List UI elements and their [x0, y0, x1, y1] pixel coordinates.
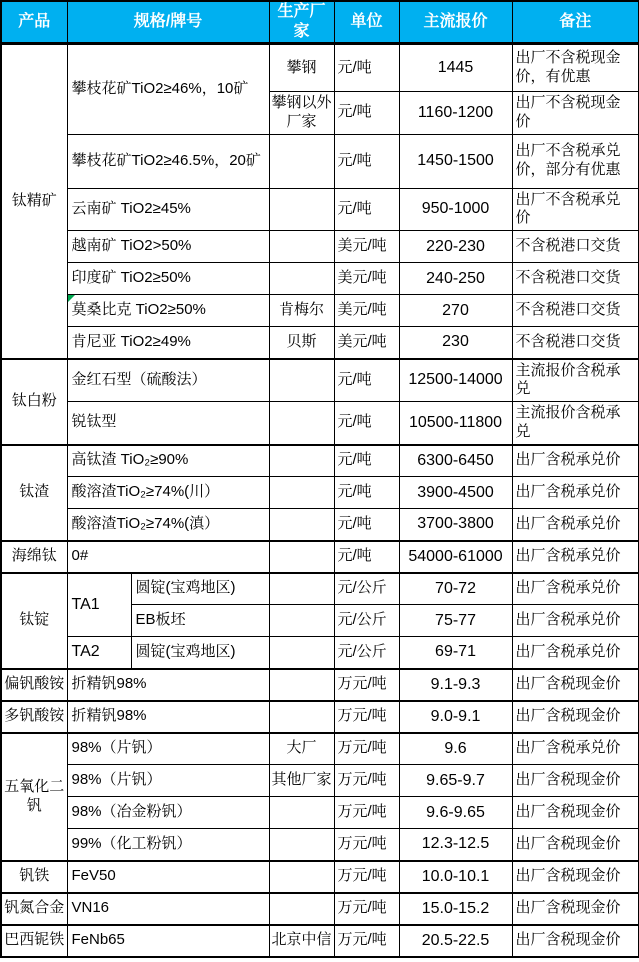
col-header-product: 产品 [1, 1, 67, 44]
manufacturer-cell [269, 605, 334, 637]
manufacturer-cell: 肯梅尔 [269, 295, 334, 327]
price-cell: 9.0-9.1 [399, 701, 512, 733]
unit-cell: 美元/吨 [334, 295, 399, 327]
spec-cell: 98%（片钒） [67, 733, 269, 765]
spec-cell: 肯尼亚 TiO2≥49% [67, 327, 269, 359]
unit-cell: 元/吨 [334, 509, 399, 541]
table-row [1, 637, 639, 669]
table-row [1, 893, 639, 925]
unit-cell: 美元/吨 [334, 327, 399, 359]
price-cell: 950-1000 [399, 188, 512, 231]
table-row [1, 797, 639, 829]
price-cell: 70-72 [399, 573, 512, 605]
unit-cell: 元/公斤 [334, 573, 399, 605]
note-cell: 出厂含税现金价 [512, 861, 639, 893]
manufacturer-cell [269, 402, 334, 445]
price-cell: 3700-3800 [399, 509, 512, 541]
product-cell-titanium-ingot: 钛锭 [1, 573, 67, 669]
note-cell: 出厂含税承兑价 [512, 733, 639, 765]
unit-cell: 元/吨 [334, 477, 399, 509]
price-cell: 1445 [399, 44, 512, 92]
grade-cell: TA1 [67, 573, 131, 637]
manufacturer-cell [269, 445, 334, 477]
table-row [1, 573, 639, 605]
spec-cell: 圆锭(宝鸡地区) [131, 573, 269, 605]
spec-cell: 圆锭(宝鸡地区) [131, 637, 269, 669]
manufacturer-cell [269, 669, 334, 701]
manufacturer-cell [269, 701, 334, 733]
note-cell: 出厂含税现金价 [512, 925, 639, 957]
price-cell: 69-71 [399, 637, 512, 669]
unit-cell: 万元/吨 [334, 829, 399, 861]
spec-cell: FeNb65 [67, 925, 269, 957]
table-row [1, 509, 639, 541]
unit-cell: 元/公斤 [334, 605, 399, 637]
product-cell-vanadium-pentoxide: 五氧化二钒 [1, 733, 67, 861]
manufacturer-cell: 大厂 [269, 733, 334, 765]
unit-cell: 万元/吨 [334, 925, 399, 957]
price-cell: 9.6-9.65 [399, 797, 512, 829]
spec-text: 莫桑比克 TiO2≥50% [71, 301, 206, 319]
note-cell: 出厂含税现金价 [512, 765, 639, 797]
unit-cell: 万元/吨 [334, 893, 399, 925]
table-row [1, 134, 639, 188]
table-row [1, 295, 639, 327]
table-row [1, 263, 639, 295]
unit-cell: 元/吨 [334, 402, 399, 445]
manufacturer-cell [269, 573, 334, 605]
manufacturer-cell: 北京中信 [269, 925, 334, 957]
product-cell-vanadium-nitrogen-alloy: 钒氮合金 [1, 893, 67, 925]
table-row [1, 327, 639, 359]
note-cell: 出厂含税现金价 [512, 669, 639, 701]
price-cell: 1160-1200 [399, 92, 512, 135]
note-cell: 出厂不含税现金价，有优惠 [512, 44, 639, 92]
manufacturer-cell [269, 797, 334, 829]
spec-cell: VN16 [67, 893, 269, 925]
manufacturer-cell [269, 134, 334, 188]
unit-cell: 万元/吨 [334, 669, 399, 701]
spec-cell [67, 295, 269, 327]
manufacturer-cell [269, 263, 334, 295]
note-cell: 出厂不含税承兑价 [512, 188, 639, 231]
unit-cell: 元/吨 [334, 541, 399, 573]
manufacturer-cell [269, 861, 334, 893]
spec-cell: 云南矿 TiO2≥45% [67, 188, 269, 231]
unit-cell: 万元/吨 [334, 701, 399, 733]
table-row [1, 44, 639, 92]
table-row [1, 359, 639, 402]
unit-cell: 元/吨 [334, 92, 399, 135]
spec-cell: 98%（冶金粉钒） [67, 797, 269, 829]
note-cell: 出厂含税承兑价 [512, 509, 639, 541]
table-row [1, 541, 639, 573]
note-cell: 不含税港口交货 [512, 231, 639, 263]
table-row [1, 445, 639, 477]
manufacturer-cell [269, 359, 334, 402]
price-cell: 6300-6450 [399, 445, 512, 477]
manufacturer-cell [269, 893, 334, 925]
spec-cell: 98%（片钒） [67, 765, 269, 797]
price-cell: 1450-1500 [399, 134, 512, 188]
price-cell: 240-250 [399, 263, 512, 295]
grade-cell: TA2 [67, 637, 131, 669]
unit-cell: 万元/吨 [334, 797, 399, 829]
price-cell: 9.1-9.3 [399, 669, 512, 701]
product-cell-ammonium-metavanadate: 偏钒酸铵 [1, 669, 67, 701]
manufacturer-cell [269, 637, 334, 669]
price-cell: 220-230 [399, 231, 512, 263]
price-cell: 12.3-12.5 [399, 829, 512, 861]
price-cell: 12500-14000 [399, 359, 512, 402]
unit-cell: 元/吨 [334, 134, 399, 188]
unit-cell: 美元/吨 [334, 231, 399, 263]
manufacturer-cell [269, 231, 334, 263]
price-cell: 230 [399, 327, 512, 359]
table-row [1, 477, 639, 509]
comment-marker-icon [68, 295, 75, 302]
note-cell: 出厂含税承兑价 [512, 573, 639, 605]
manufacturer-cell [269, 188, 334, 231]
table-row [1, 701, 639, 733]
note-cell: 出厂含税承兑价 [512, 477, 639, 509]
manufacturer-cell [269, 509, 334, 541]
spec-cell: 攀枝花矿TiO2≥46.5%，20矿 [67, 134, 269, 188]
note-cell: 出厂含税承兑价 [512, 637, 639, 669]
col-header-price: 主流报价 [399, 1, 512, 44]
manufacturer-cell: 贝斯 [269, 327, 334, 359]
manufacturer-cell: 攀钢以外厂家 [269, 92, 334, 135]
note-cell: 出厂含税承兑价 [512, 445, 639, 477]
header-row [1, 1, 639, 44]
table-row [1, 925, 639, 957]
spec-cell: 印度矿 TiO2≥50% [67, 263, 269, 295]
manufacturer-cell: 其他厂家 [269, 765, 334, 797]
unit-cell: 美元/吨 [334, 263, 399, 295]
note-cell: 出厂不含税承兑价，部分有优惠 [512, 134, 639, 188]
price-cell: 3900-4500 [399, 477, 512, 509]
spec-cell: 折精钒98% [67, 669, 269, 701]
unit-cell: 元/吨 [334, 445, 399, 477]
table-row [1, 188, 639, 231]
manufacturer-cell: 攀钢 [269, 44, 334, 92]
price-cell: 9.6 [399, 733, 512, 765]
note-cell: 出厂含税承兑价 [512, 541, 639, 573]
unit-cell: 元/吨 [334, 188, 399, 231]
table-row [1, 733, 639, 765]
product-cell-brazil-ferroniobium: 巴西铌铁 [1, 925, 67, 957]
product-cell-ferrovanadium: 钒铁 [1, 861, 67, 893]
unit-cell: 万元/吨 [334, 861, 399, 893]
table-row [1, 231, 639, 263]
note-cell: 主流报价含税承兑 [512, 359, 639, 402]
spec-cell: 高钛渣 TiO₂≥90% [67, 445, 269, 477]
unit-cell: 元/公斤 [334, 637, 399, 669]
manufacturer-cell [269, 477, 334, 509]
spec-cell: 折精钒98% [67, 701, 269, 733]
note-cell: 出厂含税承兑价 [512, 605, 639, 637]
note-cell: 出厂含税现金价 [512, 797, 639, 829]
spec-cell: 越南矿 TiO2>50% [67, 231, 269, 263]
col-header-spec: 规格/牌号 [67, 1, 269, 44]
manufacturer-cell [269, 541, 334, 573]
table-row [1, 402, 639, 445]
spec-cell: 99%（化工粉钒） [67, 829, 269, 861]
price-cell: 15.0-15.2 [399, 893, 512, 925]
col-header-manufacturer: 生产厂家 [269, 1, 334, 44]
note-cell: 不含税港口交货 [512, 263, 639, 295]
spec-cell: FeV50 [67, 861, 269, 893]
unit-cell: 元/吨 [334, 359, 399, 402]
note-cell: 不含税港口交货 [512, 295, 639, 327]
price-cell: 75-77 [399, 605, 512, 637]
table-row [1, 765, 639, 797]
note-cell: 出厂不含税现金价 [512, 92, 639, 135]
product-cell-ammonium-polyvanadate: 多钒酸铵 [1, 701, 67, 733]
spec-cell: 锐钛型 [67, 402, 269, 445]
product-cell-titanium-concentrate: 钛精矿 [1, 44, 67, 359]
spec-cell: 0# [67, 541, 269, 573]
col-header-note: 备注 [512, 1, 639, 44]
price-cell: 10.0-10.1 [399, 861, 512, 893]
price-cell: 10500-11800 [399, 402, 512, 445]
unit-cell: 万元/吨 [334, 733, 399, 765]
note-cell: 出厂含税现金价 [512, 829, 639, 861]
price-cell: 54000-61000 [399, 541, 512, 573]
table-row [1, 669, 639, 701]
col-header-unit: 单位 [334, 1, 399, 44]
price-cell: 20.5-22.5 [399, 925, 512, 957]
spec-cell: EB板坯 [131, 605, 269, 637]
table-row [1, 861, 639, 893]
unit-cell: 元/吨 [334, 44, 399, 92]
unit-cell: 万元/吨 [334, 765, 399, 797]
note-cell: 不含税港口交货 [512, 327, 639, 359]
note-cell: 出厂含税现金价 [512, 701, 639, 733]
price-cell: 9.65-9.7 [399, 765, 512, 797]
spec-cell: 金红石型（硫酸法） [67, 359, 269, 402]
price-cell: 270 [399, 295, 512, 327]
manufacturer-cell [269, 829, 334, 861]
spec-cell: 攀枝花矿TiO2≥46%，10矿 [67, 44, 269, 135]
note-cell: 出厂含税现金价 [512, 893, 639, 925]
spec-cell: 酸溶渣TiO₂≥74%(川） [67, 477, 269, 509]
product-cell-titanium-dioxide: 钛白粉 [1, 359, 67, 445]
note-cell: 主流报价含税承兑 [512, 402, 639, 445]
product-cell-titanium-sponge: 海绵钛 [1, 541, 67, 573]
product-cell-titanium-slag: 钛渣 [1, 445, 67, 541]
spec-cell: 酸溶渣TiO₂≥74%(滇） [67, 509, 269, 541]
table-row [1, 829, 639, 861]
